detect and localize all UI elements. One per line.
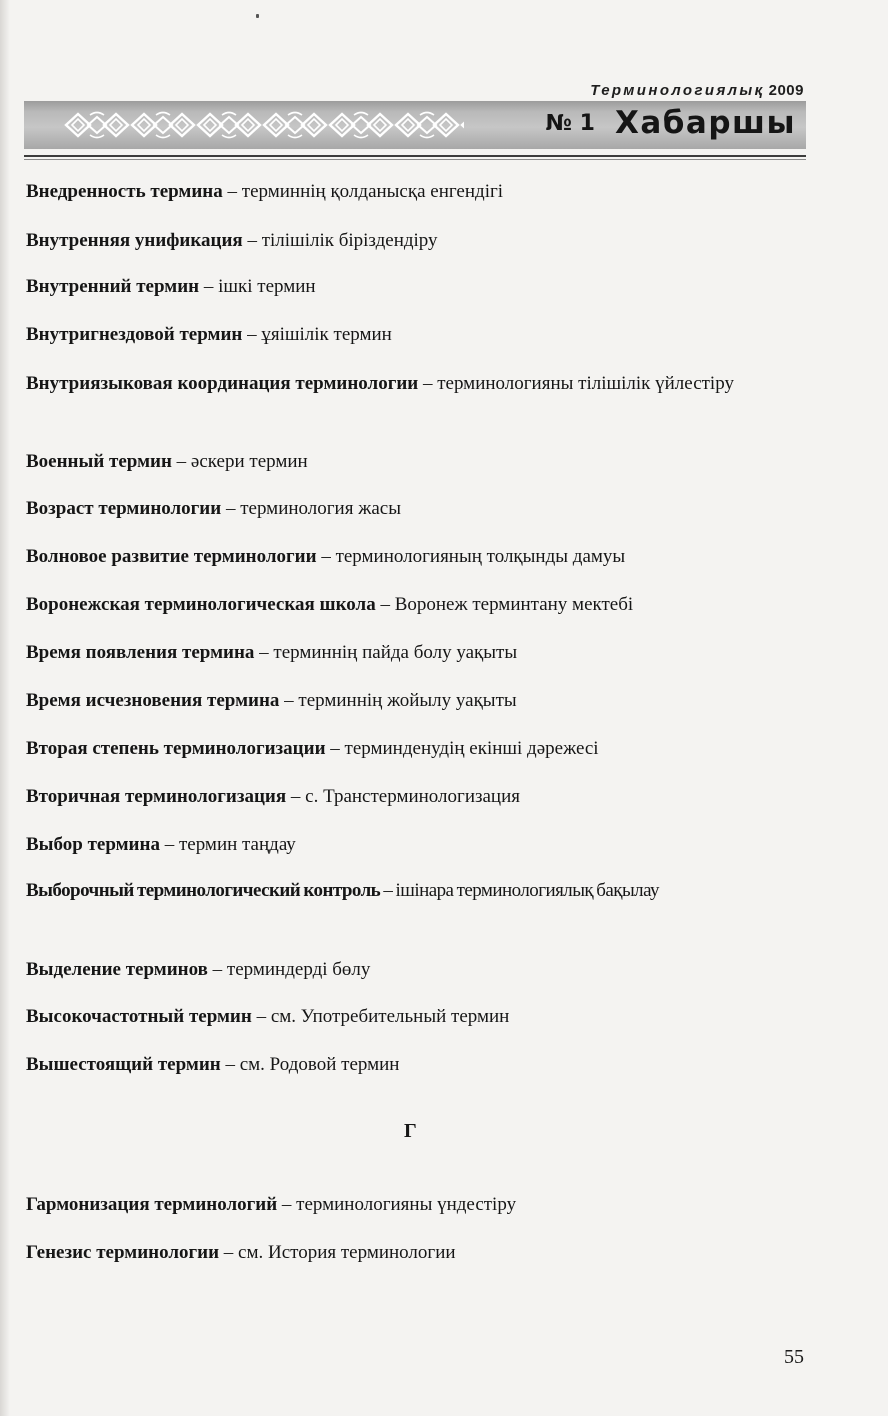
journal-header <box>590 82 804 99</box>
list-item: Военный термин – әскери термин <box>26 451 308 472</box>
list-item: Внутриязыковая координация терминологии – терминологияны тілішілік үйлестіру <box>26 373 734 394</box>
list-item: Вышестоящий термин – см. Родовой термин <box>26 1054 400 1075</box>
header-rule <box>24 155 806 157</box>
issue-title <box>546 105 796 145</box>
list-item: Возраст терминологии – терминология жасы <box>26 498 401 519</box>
journal-title: Хабаршы <box>614 105 796 141</box>
journal-year: 2009 <box>768 82 804 99</box>
section-letter: Г <box>404 1120 417 1142</box>
issue-number: № 1 <box>545 111 595 136</box>
list-item: Время появления термина – терминнің пайда болу уақыты <box>26 642 518 663</box>
list-item: Вторая степень терминологизации – терминденудің екінші дәрежесі <box>26 738 599 759</box>
scan-speck <box>256 14 259 18</box>
list-item: Генезис терминологии – см. История терминологии <box>26 1242 456 1263</box>
list-item: Гармонизация терминологий – терминологияны үндестіру <box>26 1194 517 1215</box>
list-item: Внутригнездовой термин – ұяішілік термин <box>26 324 392 345</box>
list-item: Внутренняя унификация – тілішілік біріздендіру <box>26 230 438 251</box>
page-number: 55 <box>784 1346 804 1368</box>
header-banner <box>24 101 806 149</box>
list-item: Выбор термина – термин таңдау <box>26 834 296 855</box>
journal-name: Терминологиялық <box>590 82 765 99</box>
list-item: Выделение терминов – терминдерді бөлу <box>26 959 371 980</box>
list-item: Выборочный терминологический контроль – ішінара терминологиялық бақылау <box>26 880 659 901</box>
list-item: Вторичная терминологизация – с. Транстерминологизация <box>26 786 521 807</box>
header-rule-thin <box>24 159 806 160</box>
list-item: Внутренний термин – ішкі термин <box>26 276 316 297</box>
list-item: Воронежская терминологическая школа – Воронеж терминтану мектебі <box>26 594 634 615</box>
ornament-icon <box>64 109 464 141</box>
page-gutter-shadow <box>0 0 10 1416</box>
list-item: Высокочастотный термин – см. Употребительный термин <box>26 1006 510 1027</box>
list-item: Волновое развитие терминологии – терминологияның толқынды дамуы <box>26 546 626 567</box>
list-item: Время исчезновения термина – терминнің жойылу уақыты <box>26 690 517 711</box>
list-item: Внедренность термина – терминнің қолданысқа енгендігі <box>26 181 504 202</box>
